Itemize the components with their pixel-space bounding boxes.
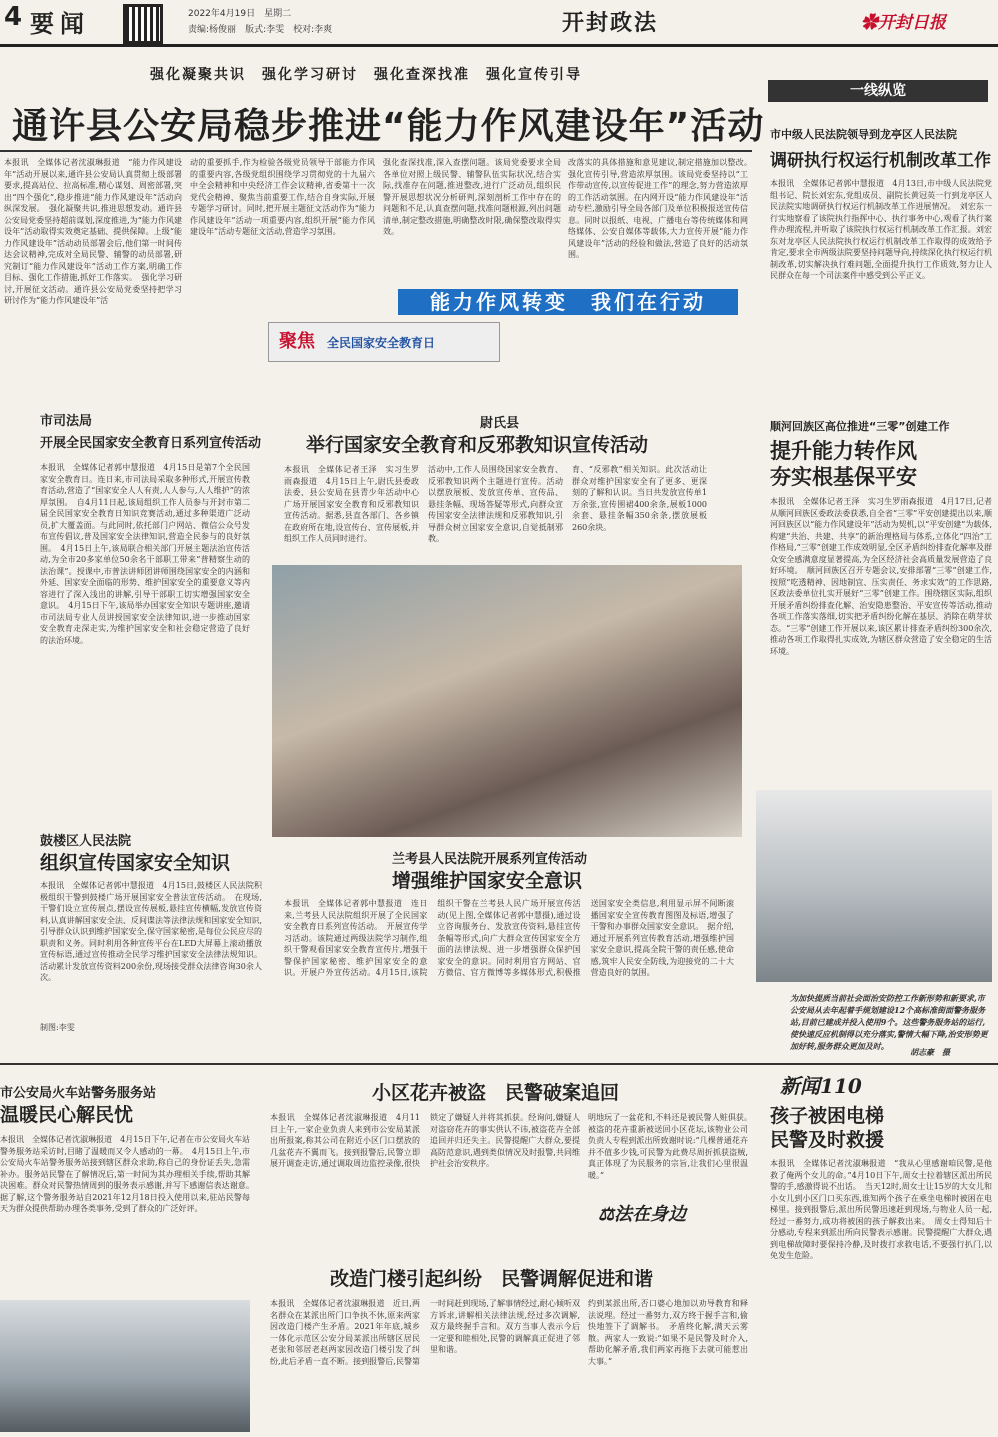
layout-editor: 版式:李雯 bbox=[245, 25, 285, 35]
right-photographer: 胡志豪 摄 bbox=[910, 1047, 950, 1057]
page-title: 开封政法 bbox=[562, 10, 659, 36]
right-brand: 一线纵览 bbox=[768, 80, 988, 102]
focus-tag bbox=[268, 322, 500, 362]
a2-title: 举行国家安全教育和反邪教知识宣传活动 bbox=[306, 434, 649, 456]
right-mid-kicker: 顺河回族区高位推进“三零”创建工作 bbox=[770, 420, 950, 433]
right-caption: 为加快提质当前社会面治安防控工作新形势和新要求,市公安局从去年起着手规划建设12个高标准街面警务服务站,目前已建成并投入使用9个。这些警务服务站的运行,使快速反应机制得以充分落实,警情大幅下降,治安形势更加好转,服务群众更加及时。 bbox=[790, 993, 988, 1051]
right-top-kicker: 市中级人民法院领导到龙亭区人民法院 bbox=[770, 128, 957, 141]
b1-photo bbox=[0, 1300, 250, 1432]
b1-body: 本报讯 全媒体记者沈淑琳报道 4月15日下午,记者在市公安局火车站警务服务站采访时,目睹了温暖而又令人感动的一幕。 4月15日上午,市公安局火车站警务服务站接到辖区群众求助,称自己的身份证丢失,急需补办。服务站民警在了解情况后,第一时间为其办理相关手续,帮助其解决困难。群众对民警热情周到的服务表示感谢,并写下感谢信表达谢意。 据了解,这个警务服务站自2021年12月18日投入使用以来,驻站民警每天为群众提供帮助办理各类事务,受到了群众的广泛好评。 bbox=[0, 1135, 258, 1213]
right-bot-body: 本报讯 全媒体记者沈淑琳报道 “我从心里感谢咱民警,是他救了俺两个女儿的命。”4月10日下午,周女士拉着辖区派出所民警的手,感激得说不出话。 当天12时,周女士让15岁的大女儿和小女儿到小区门口买东西,谁知两个孩子在乘坐电梯时被困在电梯里。接到报警后,派出所民警迅速赶到现场,与物业人员一起,经过一番努力,成功将被困的孩子解救出来。 周女士得知后十分感动,专程来到派出所向民警表示感谢。民警提醒广大群众,遇到电梯故障时要保持冷静,及时拨打求救电话,不要强行扒门,以免发生危险。 bbox=[770, 1159, 992, 1260]
right-top-title: 调研执行权运行机制改革工作 bbox=[770, 151, 991, 171]
a1-body: 本报讯 全媒体记者郭中慧报道 4月15日是第7个全民国家安全教育日。连日来,市司法局采取多种形式,开展宣传教育活动,营造了“国家安全人人有责,人人参与,人人维护”的浓厚氛围。 自4月11日起,该局组织工作人员参与开封市第二届全民国家安全教育日知识竞赛活动,通过多种渠道广泛动员,扩大覆盖面。与此同时,依托部门户网站、微信公众号发布宣传倡议,普及国家安全法律知识,营造全民参与的良好氛围。 4月15日上午,该局联合相关部门开展主题法治宣传活动,为全市20多家单位50余名干部职工带来“普精察生动的法治课”。授课中,市普法讲师团讲师围绕国家安全的内涵和外延、国家安全面临的形势、维护国家安全的重要意义等内容进行了深入浅出的讲解,引导干部职工切实增强国家安全意识。 4月15日下午,该局举办国家安全知识专题讲座,邀请市司法局专业人员讲授国家安全法律知识,进一步推动国家安全教育走深走实,为维护国家安全和社会稳定营造了良好的法治环境。 bbox=[40, 463, 250, 645]
lead-col-3: 强化查深找准,深入查摆问题。该局党委要求全局各单位对照上级民警、辅警队伍实际状况,结合实际,找准存在问题,推进整改,进行广泛动员,组织民警开展思想状况分析研判,深刻剖析工作中存在的问题和不足,认真查摆问题,找准问题根源,列出问题清单,制定整改措施,明确整改时限,确保整改取得实效。 bbox=[383, 158, 561, 236]
lead-col-2: 动的重要抓手,作为检验各级党员领导干部能力作风的重要内容,各级党组织围绕学习贯彻党的十九届六中全会精神和中央经济工作会议精神,省委第十一次党代会精神、聚焦当前重要工作,结合自身实际,开展专题学习研讨。同时,把开展主题征文活动作为“能力作风建设年”活动一项重要内容,组织开展“能力作风建设年”活动专题征文活动,营造学习氛围。 bbox=[190, 158, 375, 236]
a3-kicker: 鼓楼区人民法院 bbox=[40, 834, 132, 849]
header-meta bbox=[188, 6, 332, 38]
right-bot-brand: 新闻110 bbox=[780, 1074, 862, 1098]
right-mid-body: 本报讯 全媒体记者王泽 实习生罗雨森报道 4月17日,记者从顺河回族区委政法委获悉,自全省“三零”平安创建提出以来,顺河回族区以“能力作风建设年”活动为契机,以“平安创建”为载体,构建“共治、共建、共享”的新治理格局与体系,立体化“四治”工作格局,“三零”创建工作成效明显,全区矛盾纠纷排查化解率及群众安全感满意度显著提高,为全区经济社会高质量发展营造了良好环境。 顺河回族区召开专题会议,安排部署“三零”创建工作,按照“吃透精神、因地制宜、压实责任、务求实效”的工作思路,区政法委单位扎实开展好“三零”创建工作。围绕辖区实际,组织开展矛盾纠纷排查化解、治安隐患整治、平安宣传等活动,推动各项工作落实落细,切实把矛盾纠纷化解在基层、消除在萌芽状态。“三零”创建工作开展以来,该区累计排查矛盾纠纷300余次,推动各项工作取得扎实成效,为辖区群众营造了安全稳定的生活环境。 bbox=[770, 497, 992, 656]
proofreader: 校对:李爽 bbox=[293, 25, 333, 35]
b2-body: 本报讯 全媒体记者沈淑琳报道 4月11日上午,一家企业负责人来到市公安局某派出所报案,称其公司在附近小区门口摆放的几盆花卉不翼而飞。接到报警后,民警立即展开调查走访,通过调取周边监控录像,很快锁定了嫌疑人并将其抓获。经询问,嫌疑人对盗窃花卉的事实供认不讳,被盗花卉全部追回并归还失主。民警提醒广大群众,要提高防范意识,遇到类似情况及时报警,共同维护社会治安秩序。 bbox=[270, 1113, 580, 1168]
b2-body-2: 明地玩了一盆花和,不料还是被民警人赃俱获。 被盗的花卉重新被送回小区花坛,该物业公司负责人专程到派出所致谢时说:“几棵普通花卉并不值多少钱,可民警为此费尽周折抓获盗贼,真正体现了为民服务的宗旨,让我们心里很温暖。” bbox=[588, 1113, 756, 1180]
right-top-body: 本报讯 全媒体记者郭中慧报道 4月13日,市中级人民法院党组书记、院长刘宏东,党组成员、副院长黄冠英一行到龙亭区人民法院实地调研执行权运行机制改革工作进展情况。 刘宏东一行实地察看了该院执行指挥中心、执行事务中心,观看了执行案件办理流程,并听取了该院执行权运行机制改革工作汇报。刘宏东对龙亭区人民法院执行权运行机制改革工作取得的成效给予肯定,要求全市两级法院要坚持问题导向,持续深化执行权运行机制改革,切实解决执行难问题,全面提升执行工作质效,努力让人民群众在每一个司法案件中感受到公平正义。 bbox=[770, 179, 992, 280]
b3-body: 本报讯 全媒体记者沈淑琳报道 近日,两名群众在某派出所门口争执不休,原来两家因改造门楼产生矛盾。2021年年底,城乡一体化示范区公安分局某派出所辖区居民老张和邻居老赵两家因改造门楼引发了纠纷,此后矛盾一直不断。接到报警后,民警第一时间赶到现场,了解事情经过,耐心倾听双方诉求,讲解相关法律法规,经过多次调解,双方最终握手言和。双方当事人表示今后一定要和睦相处,民警的调解真正促进了邻里和谐。 bbox=[270, 1299, 580, 1366]
a2-kicker: 尉氏县 bbox=[480, 416, 520, 431]
page-number: 4 bbox=[4, 2, 23, 32]
b1-kicker: 市公安局火车站警务服务站 bbox=[0, 1086, 157, 1101]
a4-title: 增强维护国家安全意识 bbox=[392, 870, 583, 892]
newspaper-logo: ✿开封日报 bbox=[861, 13, 946, 33]
editor: 责编:杨俊丽 bbox=[188, 25, 237, 35]
a3-body: 本报讯 全媒体记者郭中慧报道 4月15日,鼓楼区人民法院积极组织干警到鼓楼广场开展国家安全普法宣传活动。 在现场,干警们设立宣传展点,摆设宣传展板,悬挂宣传横幅,发放宣传资料,认真讲解国家安全法、反间谍法等法律法规和国家安全知识,引导群众认识到维护国家安全,保守国家秘密,是每位公民应尽的职责和义务。同时利用各种宣传平台在LED大屏幕上滚动播放宣传标语,通过宣传推动全民学习维护国家安全法律法规知识。活动累计发放宣传资料200余份,现场接受群众法律咨询30余人次。 bbox=[40, 881, 262, 982]
b1-title: 温暖民心解民忧 bbox=[0, 1104, 134, 1126]
focus-label: 聚焦 bbox=[279, 331, 315, 352]
right-photo bbox=[756, 790, 992, 982]
focus-title: 全民国家安全教育日 bbox=[327, 336, 436, 350]
fazai-text: 法在身边 bbox=[614, 1204, 687, 1225]
right-mid-title: 提升能力转作风 夯实根基保平安 bbox=[770, 439, 917, 489]
a2-body-3: 育、“反邪教”相关知识。此次活动让群众对维护国家安全有了更多、更深刻的了解和认识。当日共发放宣传单1万余张,宣传围裙400余条,展板1000余套、悬挂条幅350余条,摆放展板260余块。 bbox=[572, 465, 707, 532]
a2-body-2: 活动中,工作人员围绕国家安全教育、反邪教知识两个主题进行宣传。活动以摆放展板、发放宣传单、宣传品、悬挂条幅、现场答疑等形式,向群众宣传国家安全法律法规和反邪教知识,引导群众树立国家安全意识,自觉抵制邪教。 bbox=[428, 465, 563, 543]
header-rule bbox=[0, 44, 998, 47]
a3-footer: 制图:李雯 bbox=[40, 1023, 75, 1032]
lead-subtitle: 强化凝聚共识 强化学习研讨 强化查深找准 强化宣传引导 bbox=[150, 67, 582, 83]
a4-kicker: 兰考县人民法院开展系列宣传活动 bbox=[392, 852, 588, 867]
date: 2022年4月19日 bbox=[188, 9, 256, 19]
lead-col-1: 本报讯 全媒体记者沈淑琳报道 “能力作风建设年”活动开展以来,通许县公安局认真贯彻上级部署要求,提高站位、拉高标准,精心谋划、周密部署,突出“四个强化”,稳步推进“能力作风建设年”活动向纵深发展。 强化凝聚共识,推进思想发动。通许县公安局党委坚持超前谋划,深度推进,为“能力作风建设年”活动取得实效奠定基础、提供保障。上级“能力作风建设年”活动动员部署会后,他们第一时间传达会议精神,完成对全局民警、辅警的动员部署,研究制订“能力作风建设年”活动工作方案,明确工作目标、强化工作措施,抓好工作落实。 强化学习研讨,开展征文活动。通许县公安局党委坚持把学习研讨作为“能力作风建设年”活 bbox=[4, 158, 182, 305]
b3-body-2: 约到某派出所,否口婆心地加以劝导教育和释法说理。经过一番努力,双方终于握手言和,偷快地签下了调解书。 矛盾终化解,满天云雾散。两家人一致说:“如果不是民警及时介入,帮助化解矛盾,我们两家再拖下去就可能惹出大事。” bbox=[588, 1299, 748, 1366]
a4-body: 本报讯 全媒体记者郭中慧报道 连日来,兰考县人民法院组织开展了全民国家安全教育日系列宣传活动。 开展宣传学习活动。该院通过两级法院学习制作,组织干警观看国家安全教育宣传片,增强干警保护国家秘密、维护国家安全的意识。开展户外宣传活动。4月15日,该院组织干警在兰考县人民广场开展宣传活动(见上图,全媒体记者郭中慧摄),通过设立咨询服务台、发放宣传资料,悬挂宣传条幅等形式,向广大群众宣传国家安全方面的法律法规、进一步增强群众保护国家安全的意识。同时利用官方网站、官方微信、官方微博等多媒体形式,积极推送国家安全类信息,利用显示屏不间断滚播国家安全宣传教育图图及标语,增强了干警和办事群众国家安全意识。 据介绍,通过开展系列宣传教育活动,增强维护国家安全意识,提高全院干警的责任感,使命感,筑牢人民安全防线,为迎接党的二十大营造良好的氛围。 bbox=[284, 899, 734, 977]
a3-title: 组织宣传国家安全知识 bbox=[40, 852, 231, 874]
a2-body: 本报讯 全媒体记者王泽 实习生罗雨森报道 4月15日上午,尉氏县委政法委、县公安局在县青少年活动中心广场开展国家安全教育和反邪教知识宣传活动。据悉,县直各部门、各乡镇在政府所在地,设宣传台、宣传展板,并组织工作人员同时进行。 bbox=[284, 465, 419, 543]
fazai-label: ⚖法在身边 bbox=[598, 1204, 687, 1225]
b2-title: 小区花卉被盗 民警破案追回 bbox=[372, 1082, 620, 1104]
qr-code-icon bbox=[123, 4, 163, 44]
lead-banner: 能力作风转变 我们在行动 bbox=[398, 289, 738, 315]
weekday: 星期二 bbox=[264, 9, 292, 19]
section-name: 要闻 bbox=[30, 10, 90, 38]
mid-rule bbox=[0, 1063, 998, 1065]
lead-title: 通许县公安局稳步推进“能力作风建设年”活动 bbox=[12, 106, 765, 147]
a1-title: 开展全民国家安全教育日系列宣传活动 bbox=[40, 436, 262, 451]
logo-text: 开封日报 bbox=[878, 13, 946, 33]
b3-title: 改造门楼引起纠纷 民警调解促进和谐 bbox=[330, 1268, 654, 1290]
lead-rule bbox=[0, 150, 752, 152]
a1-kicker: 市司法局 bbox=[40, 414, 93, 429]
lead-col-4: 改落实的具体措施和意见建议,制定措施加以整改。 强化宣传引导,营造浓厚氛围。该局党委坚持以“工作带动宣传,以宣传促进工作”的理念,努力营造浓厚的工作活动氛围。在内网开设“能力作风建设年”活动专栏,激励引导全局各部门及单位积极报送宣传信息。同时以报纸、电视、广播电台等传统媒体和网络媒体、公安自媒体等载体,大力宣传开展“能力作风建设年”活动的经验和做法,营造了良好的活动氛围。 bbox=[568, 158, 756, 259]
a2-photo bbox=[272, 565, 742, 837]
right-bot-title: 孩子被困电梯 民警及时救援 bbox=[770, 1105, 885, 1151]
